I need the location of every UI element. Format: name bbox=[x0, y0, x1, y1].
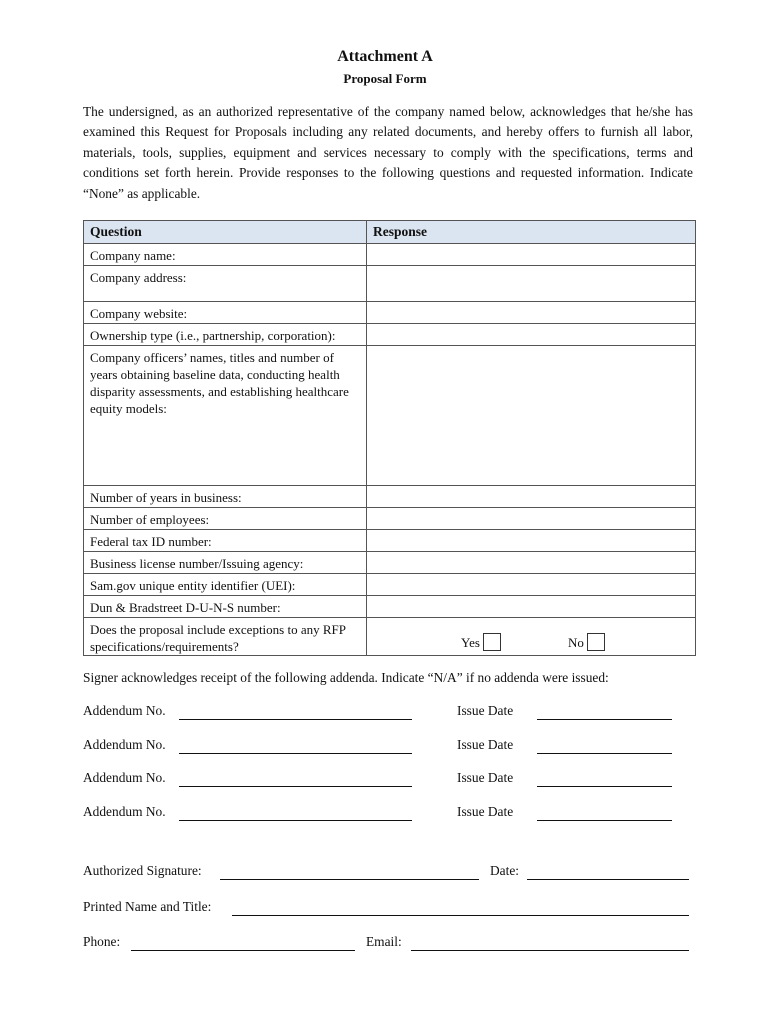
phone-field[interactable] bbox=[131, 934, 355, 951]
document-title: Attachment A bbox=[337, 48, 433, 65]
table-row bbox=[84, 618, 696, 656]
question-response-table bbox=[83, 220, 696, 656]
response-column-header: Response bbox=[367, 221, 696, 244]
addendum-row bbox=[83, 770, 693, 790]
response-company-address[interactable] bbox=[367, 266, 696, 302]
table-row bbox=[84, 486, 696, 508]
table-row bbox=[84, 244, 696, 266]
printed-name-field[interactable] bbox=[232, 899, 689, 916]
phone-label: Phone: bbox=[83, 934, 121, 949]
response-federal-tax-id[interactable] bbox=[367, 530, 696, 552]
authorized-signature-label: Authorized Signature: bbox=[83, 863, 202, 878]
no-checkbox[interactable] bbox=[587, 633, 605, 651]
email-field[interactable] bbox=[411, 934, 689, 951]
table-row bbox=[84, 302, 696, 324]
question-company-address: Company address: bbox=[84, 266, 367, 302]
table-row bbox=[84, 596, 696, 618]
addendum-number-field[interactable] bbox=[179, 737, 412, 754]
table-row bbox=[84, 574, 696, 596]
authorized-signature-field[interactable] bbox=[220, 863, 479, 880]
issue-date-field[interactable] bbox=[537, 804, 672, 821]
issue-date-field[interactable] bbox=[537, 703, 672, 720]
response-years-in-business[interactable] bbox=[367, 486, 696, 508]
table-row bbox=[84, 552, 696, 574]
addenda-note: Signer acknowledges receipt of the following addenda. Indicate “N/A” if no addenda were issued: bbox=[83, 670, 609, 685]
table-row bbox=[84, 530, 696, 552]
response-business-license[interactable] bbox=[367, 552, 696, 574]
question-federal-tax-id: Federal tax ID number: bbox=[84, 530, 367, 552]
printed-name-row bbox=[83, 899, 693, 919]
issue-date-label: Issue Date bbox=[457, 804, 514, 819]
yes-checkbox[interactable] bbox=[483, 633, 501, 651]
question-business-license: Business license number/Issuing agency: bbox=[84, 552, 367, 574]
issue-date-label: Issue Date bbox=[457, 737, 514, 752]
signature-date-field[interactable] bbox=[527, 863, 689, 880]
question-company-name: Company name: bbox=[84, 244, 367, 266]
question-duns-number: Dun & Bradstreet D-U-N-S number: bbox=[84, 596, 367, 618]
response-sam-uei[interactable] bbox=[367, 574, 696, 596]
response-ownership-type[interactable] bbox=[367, 324, 696, 346]
addendum-label: Addendum No. bbox=[83, 703, 166, 718]
issue-date-field[interactable] bbox=[537, 737, 672, 754]
contact-row bbox=[83, 934, 693, 954]
table-row bbox=[84, 508, 696, 530]
no-option bbox=[568, 633, 605, 651]
issue-date-label: Issue Date bbox=[457, 770, 514, 785]
yes-label: Yes bbox=[461, 635, 480, 650]
question-company-officers: Company officers’ names, titles and number of years obtaining baseline data, conducting health disparity assessments, and establishing healthcare equity models: bbox=[84, 346, 367, 486]
addendum-number-field[interactable] bbox=[179, 804, 412, 821]
addendum-row bbox=[83, 804, 693, 824]
table-header-row bbox=[84, 221, 696, 244]
table-row bbox=[84, 346, 696, 486]
addendum-row bbox=[83, 737, 693, 757]
question-ownership-type: Ownership type (i.e., partnership, corporation): bbox=[84, 324, 367, 346]
response-company-website[interactable] bbox=[367, 302, 696, 324]
table-row bbox=[84, 324, 696, 346]
intro-paragraph: The undersigned, as an authorized representative of the company named below, acknowledges that he/she has examined this Request for Proposals including any related documents, and hereby offers to furnish all labor, materials, tools, supplies, equipment and services necessary to comply with the specifications, terms and conditions set forth herein. Provide responses to the following questions and requested information. Indicate “None” as applicable. bbox=[83, 104, 693, 201]
date-label: Date: bbox=[490, 863, 519, 878]
issue-date-field[interactable] bbox=[537, 770, 672, 787]
table-row bbox=[84, 266, 696, 302]
no-label: No bbox=[568, 635, 584, 650]
email-label: Email: bbox=[366, 934, 402, 949]
response-company-name[interactable] bbox=[367, 244, 696, 266]
question-sam-uei: Sam.gov unique entity identifier (UEI): bbox=[84, 574, 367, 596]
question-number-of-employees: Number of employees: bbox=[84, 508, 367, 530]
addendum-label: Addendum No. bbox=[83, 737, 166, 752]
signature-row bbox=[83, 863, 693, 883]
document-subtitle: Proposal Form bbox=[343, 71, 427, 86]
response-exceptions bbox=[367, 618, 696, 656]
addendum-label: Addendum No. bbox=[83, 770, 166, 785]
yes-option bbox=[461, 633, 501, 651]
question-company-website: Company website: bbox=[84, 302, 367, 324]
printed-name-label: Printed Name and Title: bbox=[83, 899, 212, 914]
question-years-in-business: Number of years in business: bbox=[84, 486, 367, 508]
issue-date-label: Issue Date bbox=[457, 703, 514, 718]
response-company-officers[interactable] bbox=[367, 346, 696, 486]
addendum-row bbox=[83, 703, 693, 723]
addendum-number-field[interactable] bbox=[179, 703, 412, 720]
response-duns-number[interactable] bbox=[367, 596, 696, 618]
addendum-label: Addendum No. bbox=[83, 804, 166, 819]
response-number-of-employees[interactable] bbox=[367, 508, 696, 530]
question-column-header: Question bbox=[84, 221, 367, 244]
addendum-number-field[interactable] bbox=[179, 770, 412, 787]
question-exceptions: Does the proposal include exceptions to any RFP specifications/requirements? bbox=[84, 618, 367, 656]
